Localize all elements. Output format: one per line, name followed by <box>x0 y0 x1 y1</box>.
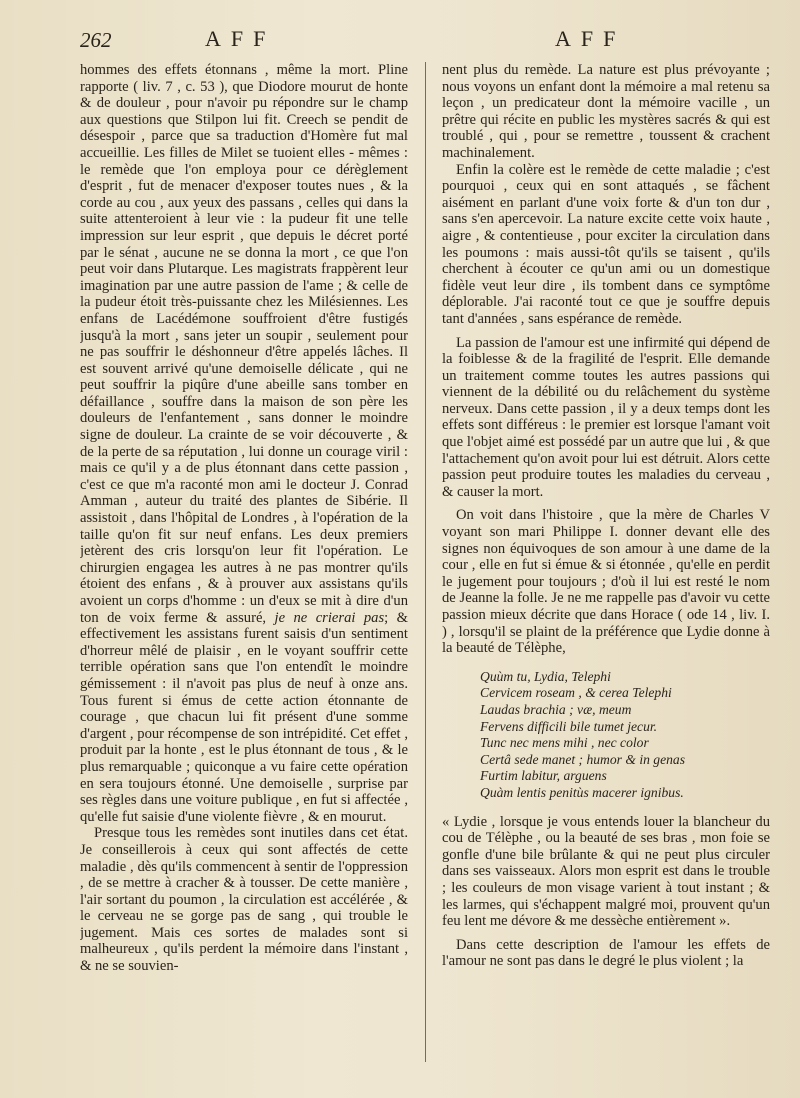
poem-line: Quùm tu, Lydia, Telephi <box>480 668 611 684</box>
latin-poem <box>480 669 770 802</box>
right-paragraph-4: On voit dans l'histoire , que la mère de Charles V voyant son mari Philippe I. donner devant elle des signes non équivoques de son amour à une dame de la cour , elle en fut si émue & si étonnée , qu'elle en perdit le jugement pour toujours ; d'où il lui est resté le nom de Jeanne la folle. Je ne me rappelle pas d'avoir vu cette passion mieux décrite que dans Horace ( ode 14 , liv. I. ) , lorsqu'il se plaint de la préférence que Lydie donne à la beauté de Télèphe, <box>442 507 770 657</box>
left-paragraph-1 <box>80 62 408 825</box>
poem-line: Laudas brachia ; væ, meum <box>480 701 632 717</box>
poem-line: Quàm lentis penitùs macerer ignibus. <box>480 784 684 800</box>
left-column <box>80 62 408 1082</box>
right-paragraph-5: Dans cette description de l'amour les effets de l'amour ne sont pas dans le degré le plus violent ; la <box>442 936 770 970</box>
right-column <box>442 62 770 1082</box>
right-paragraph-2: Enfin la colère est le remède de cette maladie ; c'est pourquoi , ceux qui en sont attaqués , se fâchent aisément en parlant d'une voix forte & d'un ton dur , sans s'en apercevoir. La nature excite cette voix haute , aigre , & contentieuse , pour exciter la circulation dans les poumons : mais aussi-tôt qu'ils se taisent , qu'ils cherchent à écouter ce qu'un ami ou un domestique fidèle veut leur dire , ils tombent dans ce symptôme déplorable. J'ai raconté tout ce que je souffre depuis tant d'années , sans espérance de remède. <box>442 161 770 327</box>
left-paragraph-1-italic: je ne crierai pas <box>274 609 385 626</box>
text-columns <box>80 62 770 1082</box>
poem-line: Certâ sede manet ; humor & in genas <box>480 751 686 767</box>
poem-line: Furtim labitur, arguens <box>480 768 607 784</box>
left-paragraph-1-text: hommes des effets étonnans , même la mort. Pline rapporte ( liv. 7 , c. 53 ), que Diodore mourut de honte & de douleur , pour n'avoir pu répondre sur le champ aux questions que Stilpon lui fit. Creech se pendit de désespoir , parce que sa traduction d'Homère fut mal accueillie. Les filles de Milet se tuoient elles - mêmes : le remède que l'on employa pour ce dérèglement d'esprit , fut de menacer d'exposer toutes nues , & la corde au cou , aux yeux des passans , celles qui dans la suite attenteroient à leur vie : la pudeur fit une telle impression sur leur esprit , que depuis le décret porté par le sénat , aucune ne se donna la mort , ce que l'on peut voir dans Plutarque. Les magistrats frappèrent leur imagination par une autre passion de l'ame ; & celle de la pudeur étoit très-puissante chez les Milésiennes. Les enfans de Lacédémone souffroient d'être fustigés jusqu'à la mort , sans jeter un soupir , seulement pour ne pas souffrir le déshonneur d'être appelés lâches. Il est souvent arrivé qu'une demoiselle délicate , qui ne peut souffrir la piqûre d'une abeille sans tomber en défaillance , souffre dans la maison de son père les douleurs de l'enfantement , sans donner le moindre signe de douleur. La crainte de se voir découverte , & de la perte de sa réputation , lui donne un courage viril : mais ce qu'il y a de plus étonnant dans cette passion , c'est ce que m'a raconté mon ami le docteur J. Conrad Amman , auteur du traité des plantes de Sibérie. Il assistoit , dans l'hôpital de Londres , à l'opération de la taille qu'on fit sur neuf enfans. Les deux premiers jetèrent des cris lorsqu'on leur fit l'opération. Le chirurgien engagea les autres à ne pas montrer qu'ils étoient des enfans , & à prouver aux assistans qu'ils avoient un corps d'homme : un d'eux se mit à dire d'un ton de voix ferme & assuré, <box>80 62 408 626</box>
left-paragraph-1-rest: ; & effectivement les assistans furent saisis d'un sentiment d'horreur mêlé de plaisir , en le voyant souffrir cette terrible opération sans que l'on entendît le moindre gémissement : il n'avoit pas plus de neuf à onze ans. Tous furent si émus de cette action étonnante de courage , que chacun lui fit présent d'une somme d'argent , pour récompense de son intrépidité. Cet effet , produit par la honte , est le plus étonnant de tous , & le plus remarquable ; quiconque a vu faire cette opération en sera toujours étonné. Une demoiselle , surprise par ses règles dans une voiture publique , en fut si affectée , qu'elle fut saisie d'une violente fièvre , & en mourut. <box>80 609 408 825</box>
right-paragraph-3: La passion de l'amour est une infirmité qui dépend de la foiblesse & de la fragilité de l'esprit. Elle demande un traitement comme toutes les autres passions qui viennent de la débilité ou du relâchement du système nerveux. Dans cette passion , il y a deux temps dont les effets sont différeus : le premier est lorsque l'amant voit que l'objet aimé est possédé par un autre que lui , & que l'attachement qu'on avoit pour lui est détruit. Alors cette passion peut produire toutes les maladies du cerveau , & causer la mort. <box>442 334 770 500</box>
quote-text: « Lydie , lorsque je vous entends louer la blancheur du cou de Télèphe , ou la beauté de ses bras , mon foie se gonfle d'une bile brûlante & qui ne peut plus circuler dans ses vaisseaux. Alors mon esprit est dans le trouble ; les couleurs de mon visage varient à tout instant ; & les larmes, qui s'échappent malgré moi, prouvent qu'un feu lent me dévore & me dessèche entièrement ». <box>442 813 770 930</box>
running-head-right: AFF <box>555 26 626 51</box>
page-header <box>80 26 760 56</box>
column-divider <box>425 62 426 1062</box>
poem-line: Fervens difficili bile tumet jecur. <box>480 718 658 734</box>
poem-line: Cervicem roseam , & cerea Telephi <box>480 685 672 701</box>
right-paragraph-1: nent plus du remède. La nature est plus prévoyante ; nous voyons un enfant dont la mémoire a mal retenu sa leçon , un predicateur dont la mémoire vacille , un prêtre qui récite en public les mystères sacrés & qui est troublé , qui , pour se remettre , toussent & crachent machinalement. <box>442 62 770 161</box>
page-number: 262 <box>80 28 112 52</box>
translation-quote <box>442 814 770 930</box>
left-paragraph-2: Presque tous les remèdes sont inutiles dans cet état. Je conseillerois à ceux qui sont affectés de cette maladie , dès qu'ils commencent à sentir de l'oppression , de se mettre à cracher & à tousser. De cette manière , l'air sortant du poumon , la circulation est accélérée , & le cerveau ne se gorge pas de sang , qui trouble le jugement. Mais ces sortes de malades sont si malheureux , qu'ils perdent la mémoire dans l'instant , & ne se souvien- <box>80 825 408 975</box>
poem-line: Tunc nec mens mihi , nec color <box>480 735 649 751</box>
running-head-left: AFF <box>205 26 276 51</box>
